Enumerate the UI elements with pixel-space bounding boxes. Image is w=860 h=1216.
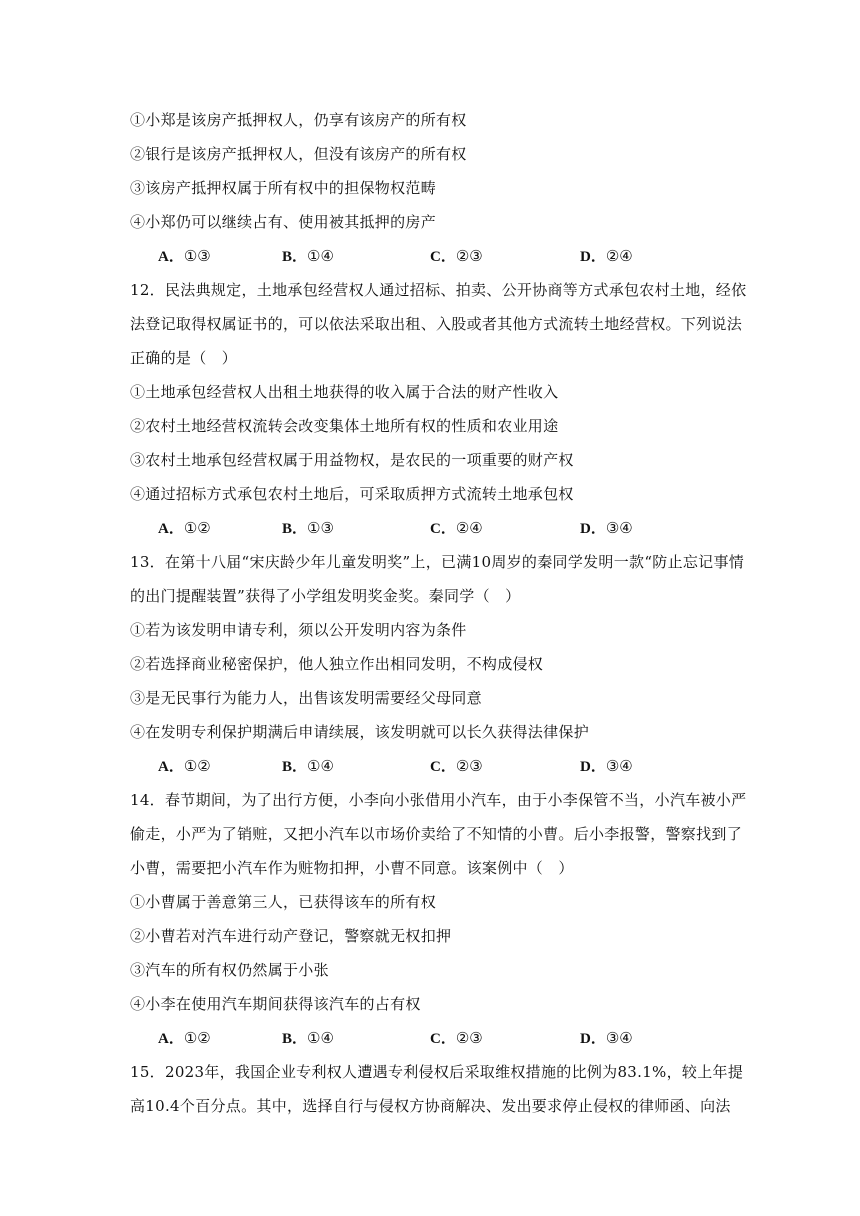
q13-option-a[interactable]: A．①② <box>158 757 211 775</box>
q12-option-d[interactable]: D．③④ <box>580 519 633 537</box>
q14-statement-1: ①小曹属于善意第三人，已获得该车的所有权 <box>130 893 437 911</box>
q13-stem-line-2: 的出门提醒装置”获得了小学组发明奖金奖。秦同学（ ） <box>130 587 521 605</box>
q11-statement-3: ③该房产抵押权属于所有权中的担保物权范畴 <box>130 179 437 197</box>
q13-statement-3: ③是无民事行为能力人，出售该发明需要经父母同意 <box>130 689 482 707</box>
q11-option-a[interactable]: A．①③ <box>158 247 211 265</box>
q14-stem-line-2: 偷走，小严为了销赃，又把小汽车以市场价卖给了不知情的小曹。后小李报警，警察找到了 <box>130 825 743 843</box>
q12-options <box>158 518 718 538</box>
q12-option-b[interactable]: B．①③ <box>282 519 334 537</box>
q12-statement-3: ③农村土地承包经营权属于用益物权，是农民的一项重要的财产权 <box>130 451 574 469</box>
q14-option-a[interactable]: A．①② <box>158 1029 211 1047</box>
q14-statement-3: ③汽车的所有权仍然属于小张 <box>130 961 329 979</box>
q13-statement-2: ②若选择商业秘密保护，他人独立作出相同发明，不构成侵权 <box>130 655 544 673</box>
q11-option-b[interactable]: B．①④ <box>282 247 334 265</box>
q14-option-c[interactable]: C．②③ <box>430 1029 483 1047</box>
q13-option-c[interactable]: C．②③ <box>430 757 483 775</box>
q12-stem-line-3: 正确的是（ ） <box>130 349 238 367</box>
q11-options <box>158 246 718 266</box>
q13-statement-1: ①若为该发明申请专利，须以公开发明内容为条件 <box>130 621 467 639</box>
q13-options <box>158 756 718 776</box>
q12-option-a[interactable]: A．①② <box>158 519 211 537</box>
q12-stem-line-1: 12．民法典规定，土地承包经营权人通过招标、拍卖、公开协商等方式承包农村土地，经依 <box>130 281 747 299</box>
q12-option-c[interactable]: C．②④ <box>430 519 483 537</box>
q14-option-b[interactable]: B．①④ <box>282 1029 334 1047</box>
q11-option-d[interactable]: D．②④ <box>580 247 633 265</box>
q14-option-d[interactable]: D．③④ <box>580 1029 633 1047</box>
q12-statement-1: ①土地承包经营权人出租土地获得的收入属于合法的财产性收入 <box>130 383 559 401</box>
q13-stem-line-1: 13．在第十八届“宋庆龄少年儿童发明奖”上，已满10周岁的秦同学发明一款“防止忘记事情 <box>130 553 745 571</box>
q14-stem-line-1: 14．春节期间，为了出行方便，小李向小张借用小汽车，由于小李保管不当，小汽车被小严 <box>130 791 747 809</box>
q14-options <box>158 1028 718 1048</box>
q14-stem-line-3: 小曹，需要把小汽车作为赃物扣押，小曹不同意。该案例中（ ） <box>130 859 574 877</box>
q13-option-d[interactable]: D．③④ <box>580 757 633 775</box>
q11-option-c[interactable]: C．②③ <box>430 247 483 265</box>
q13-option-b[interactable]: B．①④ <box>282 757 334 775</box>
q14-statement-4: ④小李在使用汽车期间获得该汽车的占有权 <box>130 995 421 1013</box>
q15-stem-line-2: 高10.4个百分点。其中，选择自行与侵权方协商解决、发出要求停止侵权的律师函、向法 <box>130 1097 731 1115</box>
q13-statement-4: ④在发明专利保护期满后申请续展，该发明就可以长久获得法律保护 <box>130 723 590 741</box>
q11-statement-4: ④小郑仍可以继续占有、使用被其抵押的房产 <box>130 213 437 231</box>
q11-statement-2: ②银行是该房产抵押权人，但没有该房产的所有权 <box>130 145 467 163</box>
q15-stem-line-1: 15．2023年，我国企业专利权人遭遇专利侵权后采取维权措施的比例为83.1%，较上年提 <box>130 1063 744 1081</box>
q12-statement-4: ④通过招标方式承包农村土地后，可采取质押方式流转土地承包权 <box>130 485 574 503</box>
q14-statement-2: ②小曹若对汽车进行动产登记，警察就无权扣押 <box>130 927 452 945</box>
q12-stem-line-2: 法登记取得权属证书的，可以依法采取出租、入股或者其他方式流转土地经营权。下列说法 <box>130 315 743 333</box>
q11-statement-1: ①小郑是该房产抵押权人，仍享有该房产的所有权 <box>130 111 467 129</box>
q12-statement-2: ②农村土地经营权流转会改变集体土地所有权的性质和农业用途 <box>130 417 559 435</box>
